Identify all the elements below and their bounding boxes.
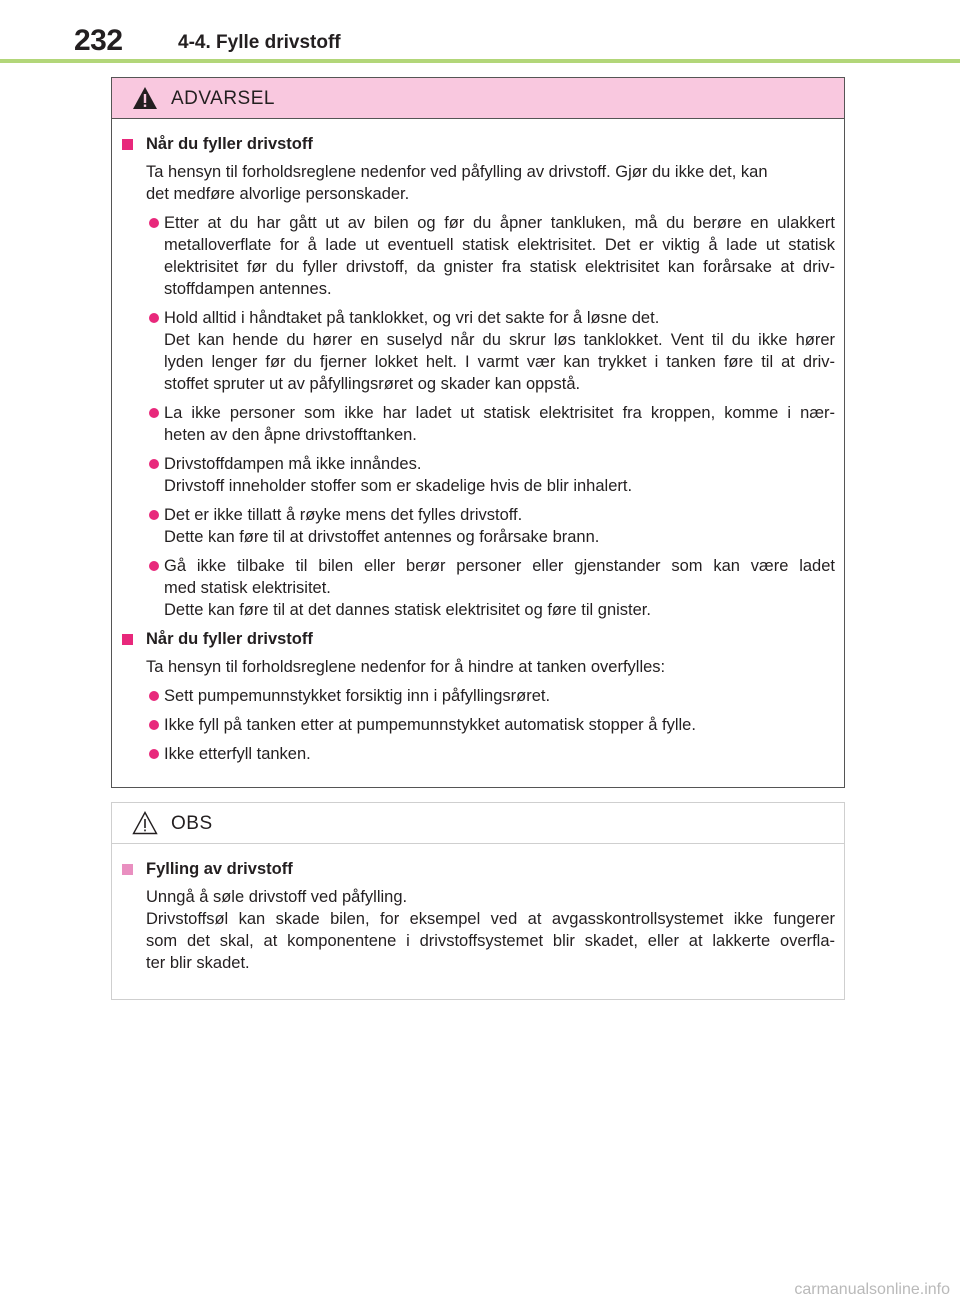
bullet-line: Dette kan føre til at drivstoffet antennes og forårsake brann. <box>164 528 600 546</box>
bullet-line: stoffdampen antennes. <box>164 280 332 298</box>
warning-bullet <box>122 743 835 765</box>
bullet-dot-icon <box>149 749 159 759</box>
notice-line: ter blir skadet. <box>146 954 250 972</box>
square-bullet-icon <box>122 139 133 150</box>
bullet-line: Dette kan føre til at det dannes statisk elektrisitet og føre til gnister. <box>164 601 651 619</box>
intro-line: Ta hensyn til forholdsreglene nedenfor for å hindre at tanken overfylles: <box>146 658 666 676</box>
bullet-dot-icon <box>149 408 159 418</box>
notice-line: Drivstoffsøl kan skade bilen, for eksempel ved at avgasskontrollsystemet ikke fungerer <box>146 910 835 928</box>
warning-bullet <box>122 453 835 497</box>
notice-line: som det skal, at komponentene i drivstoffsystemet blir skadet, eller at lakkerte overfla- <box>146 932 835 950</box>
bullet-line: La ikke personer som ikke har ladet ut statisk elektrisitet fra kroppen, komme i nær- <box>164 404 835 422</box>
notice-section-heading <box>122 858 835 880</box>
bullet-dot-icon <box>149 459 159 469</box>
warning-triangle-icon <box>132 86 158 110</box>
bullet-line: Ikke etterfyll tanken. <box>164 745 311 763</box>
bullet-line: Gå ikke tilbake til bilen eller berør personer eller gjenstander som kan være ladet <box>164 557 835 575</box>
notice-line: Unngå å søle drivstoff ved påfylling. <box>146 888 408 906</box>
bullet-line: metalloverflate for å lade ut eventuell statisk elektrisitet. Det er viktig å lade ut statisk <box>164 236 835 254</box>
notice-body <box>112 844 844 974</box>
warning-section-heading <box>122 628 835 650</box>
warning-bullet <box>122 212 835 300</box>
notice-box <box>111 802 845 1000</box>
warning-bullet <box>122 307 835 395</box>
warning-bullet <box>122 685 835 707</box>
bullet-line: lyden lenger før du fjerner lokket helt. I varmt vær kan trykket i tanken føre til at driv- <box>164 353 835 371</box>
bullet-line: Det er ikke tillatt å røyke mens det fylles drivstoff. <box>164 506 523 524</box>
bullet-line: stoffet spruter ut av påfyllingsrøret og skader kan oppstå. <box>164 375 581 393</box>
warning-bullet <box>122 402 835 446</box>
warning-bullet <box>122 555 835 621</box>
heading-text: Når du fyller drivstoff <box>146 630 313 648</box>
bullet-dot-icon <box>149 313 159 323</box>
bullet-line: med statisk elektrisitet. <box>164 579 331 597</box>
bullet-dot-icon <box>149 691 159 701</box>
bullet-line: Drivstoffdampen må ikke innåndes. <box>164 455 422 473</box>
bullet-line: Drivstoff inneholder stoffer som er skadelige hvis de blir inhalert. <box>164 477 633 495</box>
square-bullet-icon <box>122 864 133 875</box>
bullet-line: elektrisitet før du fyller drivstoff, da gnister fra statisk elektrisitet kan forårsake at driv- <box>164 258 835 276</box>
warning-box-header <box>112 78 844 119</box>
page-header <box>74 20 960 64</box>
warning-section-heading <box>122 133 835 155</box>
heading-text: Når du fyller drivstoff <box>146 135 313 153</box>
warning-intro <box>122 656 835 678</box>
page-number: 232 <box>74 24 123 57</box>
warning-label: ADVARSEL <box>171 88 275 109</box>
notice-label: OBS <box>171 813 213 834</box>
bullet-dot-icon <box>149 218 159 228</box>
notice-box-header <box>112 803 844 844</box>
bullet-line: Ikke fyll på tanken etter at pumpemunnstykket automatisk stopper å fylle. <box>164 716 696 734</box>
intro-line: Ta hensyn til forholdsreglene nedenfor ved påfylling av drivstoff. Gjør du ikke det, kan <box>146 163 768 181</box>
watermark: carmanualsonline.info <box>794 1281 950 1298</box>
warning-bullet <box>122 504 835 548</box>
warning-bullet <box>122 714 835 736</box>
bullet-line: heten av den åpne drivstofftanken. <box>164 426 417 444</box>
heading-text: Fylling av drivstoff <box>146 860 293 878</box>
bullet-line: Etter at du har gått ut av bilen og før du åpner tankluken, må du berøre en ulakkert <box>164 214 835 232</box>
section-title: 4-4. Fylle drivstoff <box>178 32 341 53</box>
bullet-dot-icon <box>149 510 159 520</box>
square-bullet-icon <box>122 634 133 645</box>
bullet-line: Sett pumpemunnstykket forsiktig inn i påfyllingsrøret. <box>164 687 551 705</box>
bullet-line: Det kan hende du hører en suselyd når du skrur løs tanklokket. Vent til du ikke hører <box>164 331 835 349</box>
bullet-dot-icon <box>149 561 159 571</box>
warning-box <box>111 77 845 788</box>
bullet-line: Hold alltid i håndtaket på tanklokket, og vri det sakte for å løsne det. <box>164 309 660 327</box>
bullet-dot-icon <box>149 720 159 730</box>
intro-line: det medføre alvorlige personskader. <box>146 185 410 203</box>
caution-triangle-icon <box>132 811 158 835</box>
header-rule <box>0 59 960 63</box>
notice-text <box>122 886 835 974</box>
warning-intro <box>122 161 835 205</box>
warning-body <box>112 119 844 765</box>
